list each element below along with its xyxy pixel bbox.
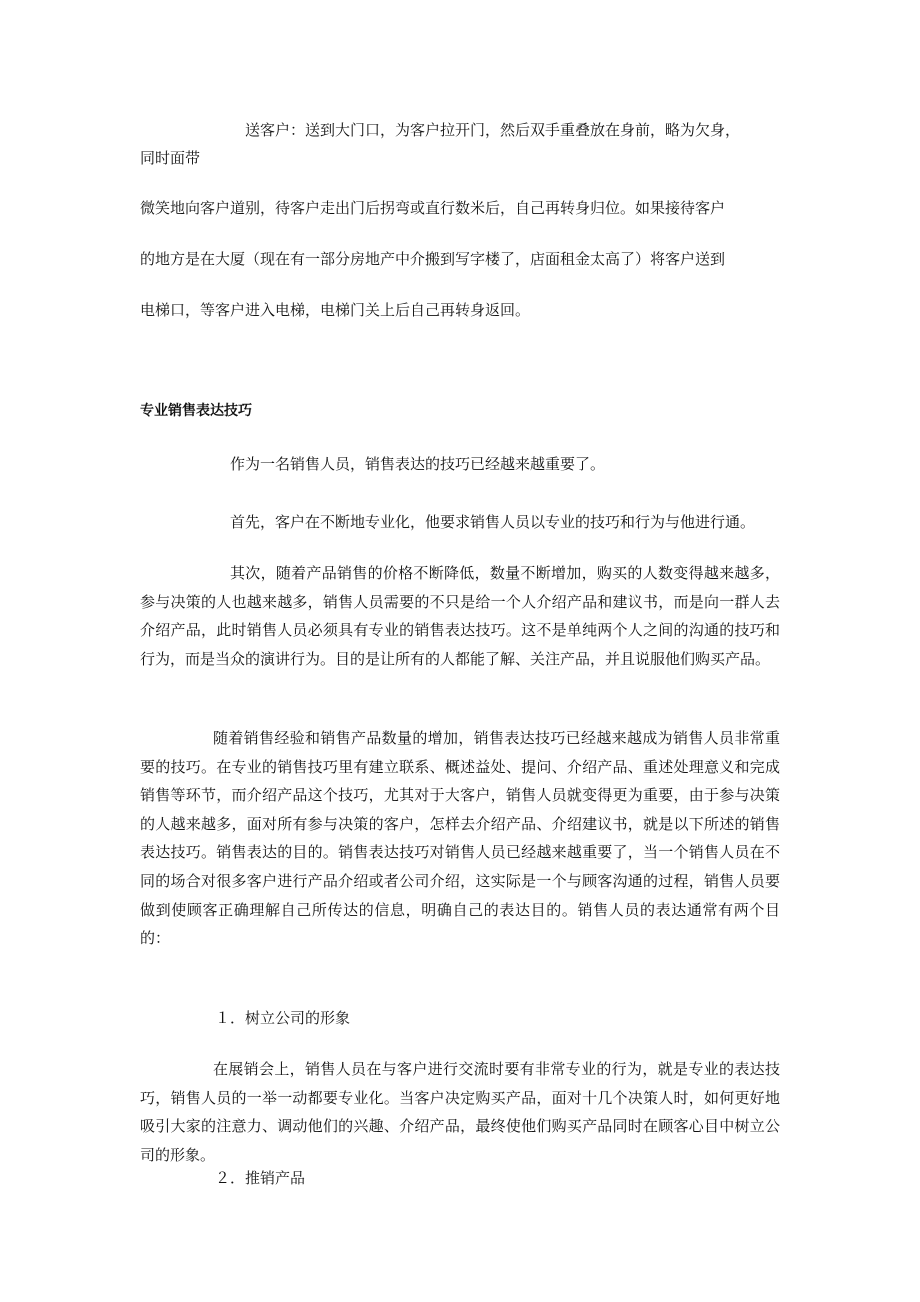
send-off-line-2: 同时面带: [140, 149, 201, 167]
paragraph-first: 首先，客户在不断地专业化，他要求销售人员以专业的技巧和行为与他进行通。: [230, 513, 756, 531]
send-off-line-4: 的地方是在大厦（现在有一部分房地产中介搬到写字楼了，店面租金太高了）将客户送到: [140, 250, 726, 268]
send-off-line-1: 送客户：送到大门口，为客户拉开门，然后双手重叠放在身前，略为欠身，: [245, 121, 741, 139]
list-item-2-title: ２．推销产品: [215, 1169, 306, 1187]
list-item-1-body: 在展销会上，销售人员在与客户进行交流时要有非常专业的行为，就是专业的表达技巧，销售人员的一举一动都要专业化。当客户决定购买产品，面对十几个决策人时，如何更好地吸引大家的注意力、调动他们的兴趣、介绍产品，最终使他们购买产品同时在顾客心目中树立公司的形象。: [140, 1060, 780, 1164]
section-heading: 专业销售表达技巧: [140, 403, 252, 419]
send-off-line-5: 电梯口，等客户进入电梯，电梯门关上后自己再转身返回。: [140, 301, 531, 319]
paragraph-intro: 作为一名销售人员，销售表达的技巧已经越来越重要了。: [230, 455, 606, 473]
paragraph-purpose: 随着销售经验和销售产品数量的增加，销售表达技巧已经越来越成为销售人员非常重要的技巧。在专业的销售技巧里有建立联系、概述益处、提问、介绍产品、重述处理意义和完成销售等环节，而介绍产品这个技巧，尤其对于大客户，销售人员就变得更为重要，由于参与决策的人越来越多，面对所有参与决策的客户，怎样去介绍产品、介绍建议书，就是以下所述的销售表达技巧。销售表达的目的。销售表达技巧对销售人员已经越来越重要了，当一个销售人员在不同的场合对很多客户进行产品介绍或者公司介绍，这实际是一个与顾客沟通的过程，销售人员要做到使顾客正确理解自己所传达的信息，明确自己的表达目的。销售人员的表达通常有两个目的：: [140, 729, 780, 948]
paragraph-second: 其次，随着产品销售的价格不断降低，数量不断增加，购买的人数变得越来越多，参与决策的人也越来越多，销售人员需要的不只是给一个人介绍产品和建议书，而是向一群人去介绍产品，此时销售人员必须具有专业的销售表达技巧。这不是单纯两个人之间的沟通的技巧和行为，而是当众的演讲行为。目的是让所有的人都能了解、关注产品，并且说服他们购买产品。: [140, 564, 780, 668]
send-off-line-3: 微笑地向客户道别，待客户走出门后拐弯或直行数米后，自己再转身归位。如果接待客户: [140, 199, 726, 217]
list-item-1-title: １．树立公司的形象: [215, 1009, 351, 1027]
